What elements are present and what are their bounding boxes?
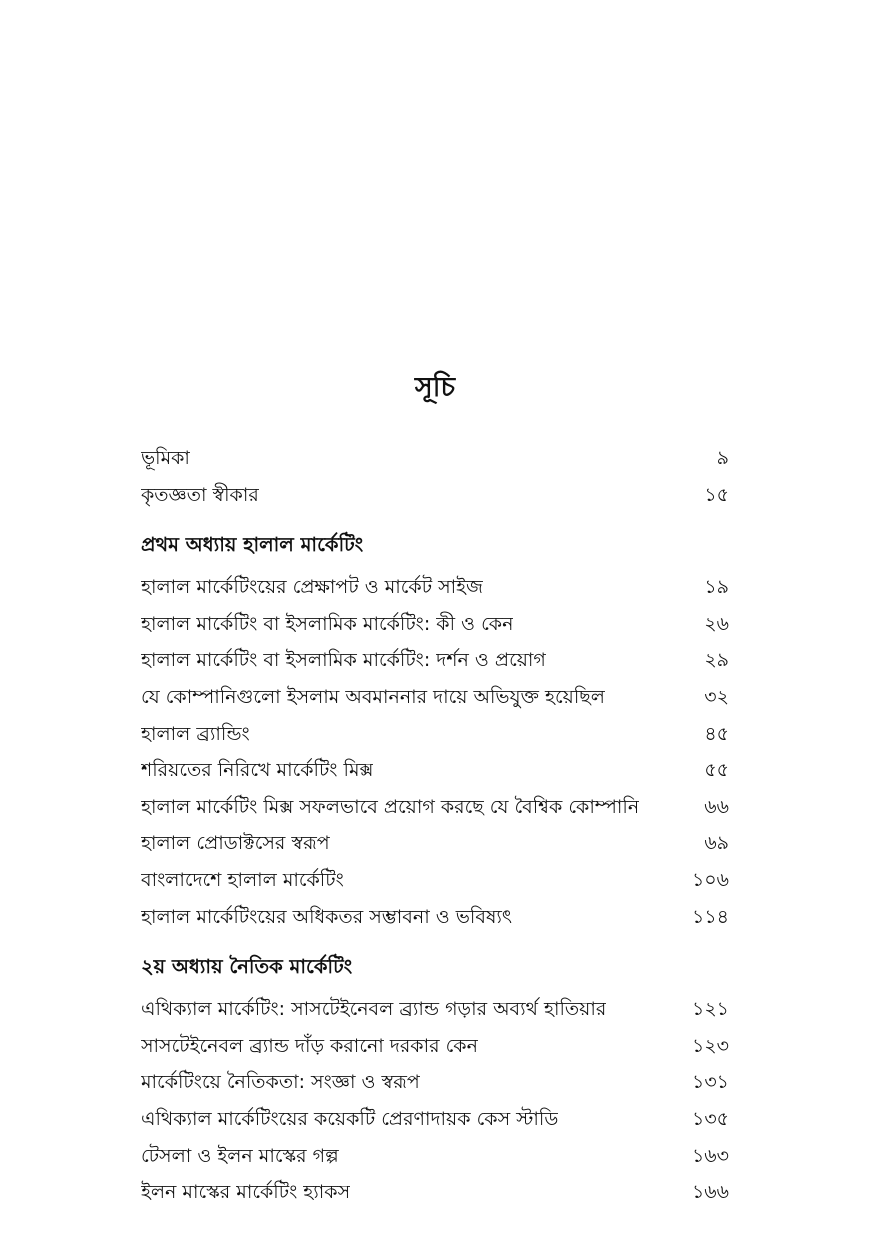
toc-entry-page: ১৬৩ bbox=[691, 1144, 729, 1167]
toc-entry bbox=[141, 642, 729, 679]
toc-entry-label: এথিক্যাল মার্কেটিং: সাসটেইনেবল ব্র্যান্ড গড়ার অব্যর্থ হাতিয়ার bbox=[141, 998, 607, 1021]
toc-entry bbox=[141, 477, 729, 514]
toc-entry-label: হালাল মার্কেটিংয়ের অধিকতর সম্ভাবনা ও ভবিষ্যৎ bbox=[141, 905, 513, 928]
toc-entry bbox=[141, 569, 729, 606]
toc-entry-page: ৩২ bbox=[704, 685, 729, 708]
toc-entry bbox=[141, 440, 729, 477]
toc-entry-label: হালাল মার্কেটিং বা ইসলামিক মার্কেটিং: দর্শন ও প্রয়োগ bbox=[141, 649, 546, 672]
chapter-heading: প্রথম অধ্যায় হালাল মার্কেটিং bbox=[141, 533, 364, 557]
toc-entry-page: ২৯ bbox=[704, 649, 729, 672]
toc-entry-label: শরিয়তের নিরিখে মার্কেটিং মিক্স bbox=[141, 759, 374, 782]
toc-entry bbox=[141, 1138, 729, 1175]
toc-entry bbox=[141, 1174, 729, 1211]
toc-entry bbox=[141, 1064, 729, 1101]
toc-entry bbox=[141, 789, 729, 826]
toc-entry-label: ইলন মাস্কের মার্কেটিং হ্যাকস bbox=[141, 1181, 351, 1204]
toc-entry bbox=[141, 752, 729, 789]
toc-entry-label: এথিক্যাল মার্কেটিংয়ের কয়েকটি প্রেরণাদায়ক কেস স্টাডি bbox=[141, 1107, 559, 1130]
toc-entry bbox=[141, 862, 729, 899]
toc-entry-label: হালাল মার্কেটিং বা ইসলামিক মার্কেটিং: কী ও কেন bbox=[141, 612, 514, 635]
toc-entry bbox=[141, 825, 729, 862]
toc-entry-page: ১৬৬ bbox=[691, 1181, 729, 1204]
chapter-heading: ২য় অধ্যায় নৈতিক মার্কেটিং bbox=[141, 955, 353, 979]
toc-entry-page: ৫৫ bbox=[704, 759, 729, 782]
toc-entry bbox=[141, 1101, 729, 1138]
toc-entry bbox=[141, 679, 729, 716]
toc-entry-label: হালাল মার্কেটিংয়ের প্রেক্ষাপট ও মার্কেট সাইজ bbox=[141, 576, 484, 599]
toc-entry-page: ১৩৫ bbox=[691, 1107, 729, 1130]
toc-entry-page: ১২৩ bbox=[691, 1034, 729, 1057]
toc-entry-page: ১৫ bbox=[704, 483, 729, 506]
toc-entry bbox=[141, 716, 729, 753]
toc-entry-label: যে কোম্পানিগুলো ইসলাম অবমাননার দায়ে অভিযুক্ত হয়েছিল bbox=[141, 685, 605, 708]
toc-entry bbox=[141, 899, 729, 936]
toc-entry-label: হালাল প্রোডাক্টসের স্বরূপ bbox=[141, 832, 330, 855]
toc-entry-label: টেসলা ও ইলন মাস্কের গল্প bbox=[141, 1144, 339, 1167]
toc-entry-page: ৯ bbox=[716, 447, 729, 469]
toc-entry-page: ৪৫ bbox=[704, 722, 729, 745]
toc-entry-label: সাসটেইনেবল ব্র্যান্ড দাঁড় করানো দরকার কেন bbox=[141, 1034, 478, 1057]
toc-entry-label: ভূমিকা bbox=[141, 447, 190, 469]
toc-entry-page: ১৩১ bbox=[691, 1071, 729, 1094]
toc-entry-label: হালাল মার্কেটিং মিক্স সফলভাবে প্রয়োগ করছে যে বৈশ্বিক কোম্পানি bbox=[141, 795, 640, 818]
toc-entry-page: ৬৯ bbox=[704, 832, 729, 855]
toc-entry-page: ৬৬ bbox=[704, 795, 729, 818]
toc-entry-page: ২৬ bbox=[704, 612, 729, 635]
page-title: সূচি bbox=[414, 372, 456, 403]
toc-entry-page: ১৯ bbox=[704, 576, 729, 599]
toc-entry-label: হালাল ব্র্যান্ডিং bbox=[141, 722, 250, 745]
table-of-contents bbox=[141, 440, 729, 1211]
toc-entry-page: ১২১ bbox=[691, 998, 729, 1021]
toc-entry bbox=[141, 606, 729, 643]
toc-entry-page: ১০৬ bbox=[691, 868, 729, 891]
toc-entry-label: কৃতজ্ঞতা স্বীকার bbox=[141, 483, 259, 506]
toc-entry-label: মার্কেটিংয়ে নৈতিকতা: সংজ্ঞা ও স্বরূপ bbox=[141, 1071, 420, 1094]
toc-entry bbox=[141, 1028, 729, 1065]
toc-entry bbox=[141, 991, 729, 1028]
toc-entry-label: বাংলাদেশে হালাল মার্কেটিং bbox=[141, 868, 344, 891]
toc-entry-page: ১১৪ bbox=[692, 905, 729, 928]
